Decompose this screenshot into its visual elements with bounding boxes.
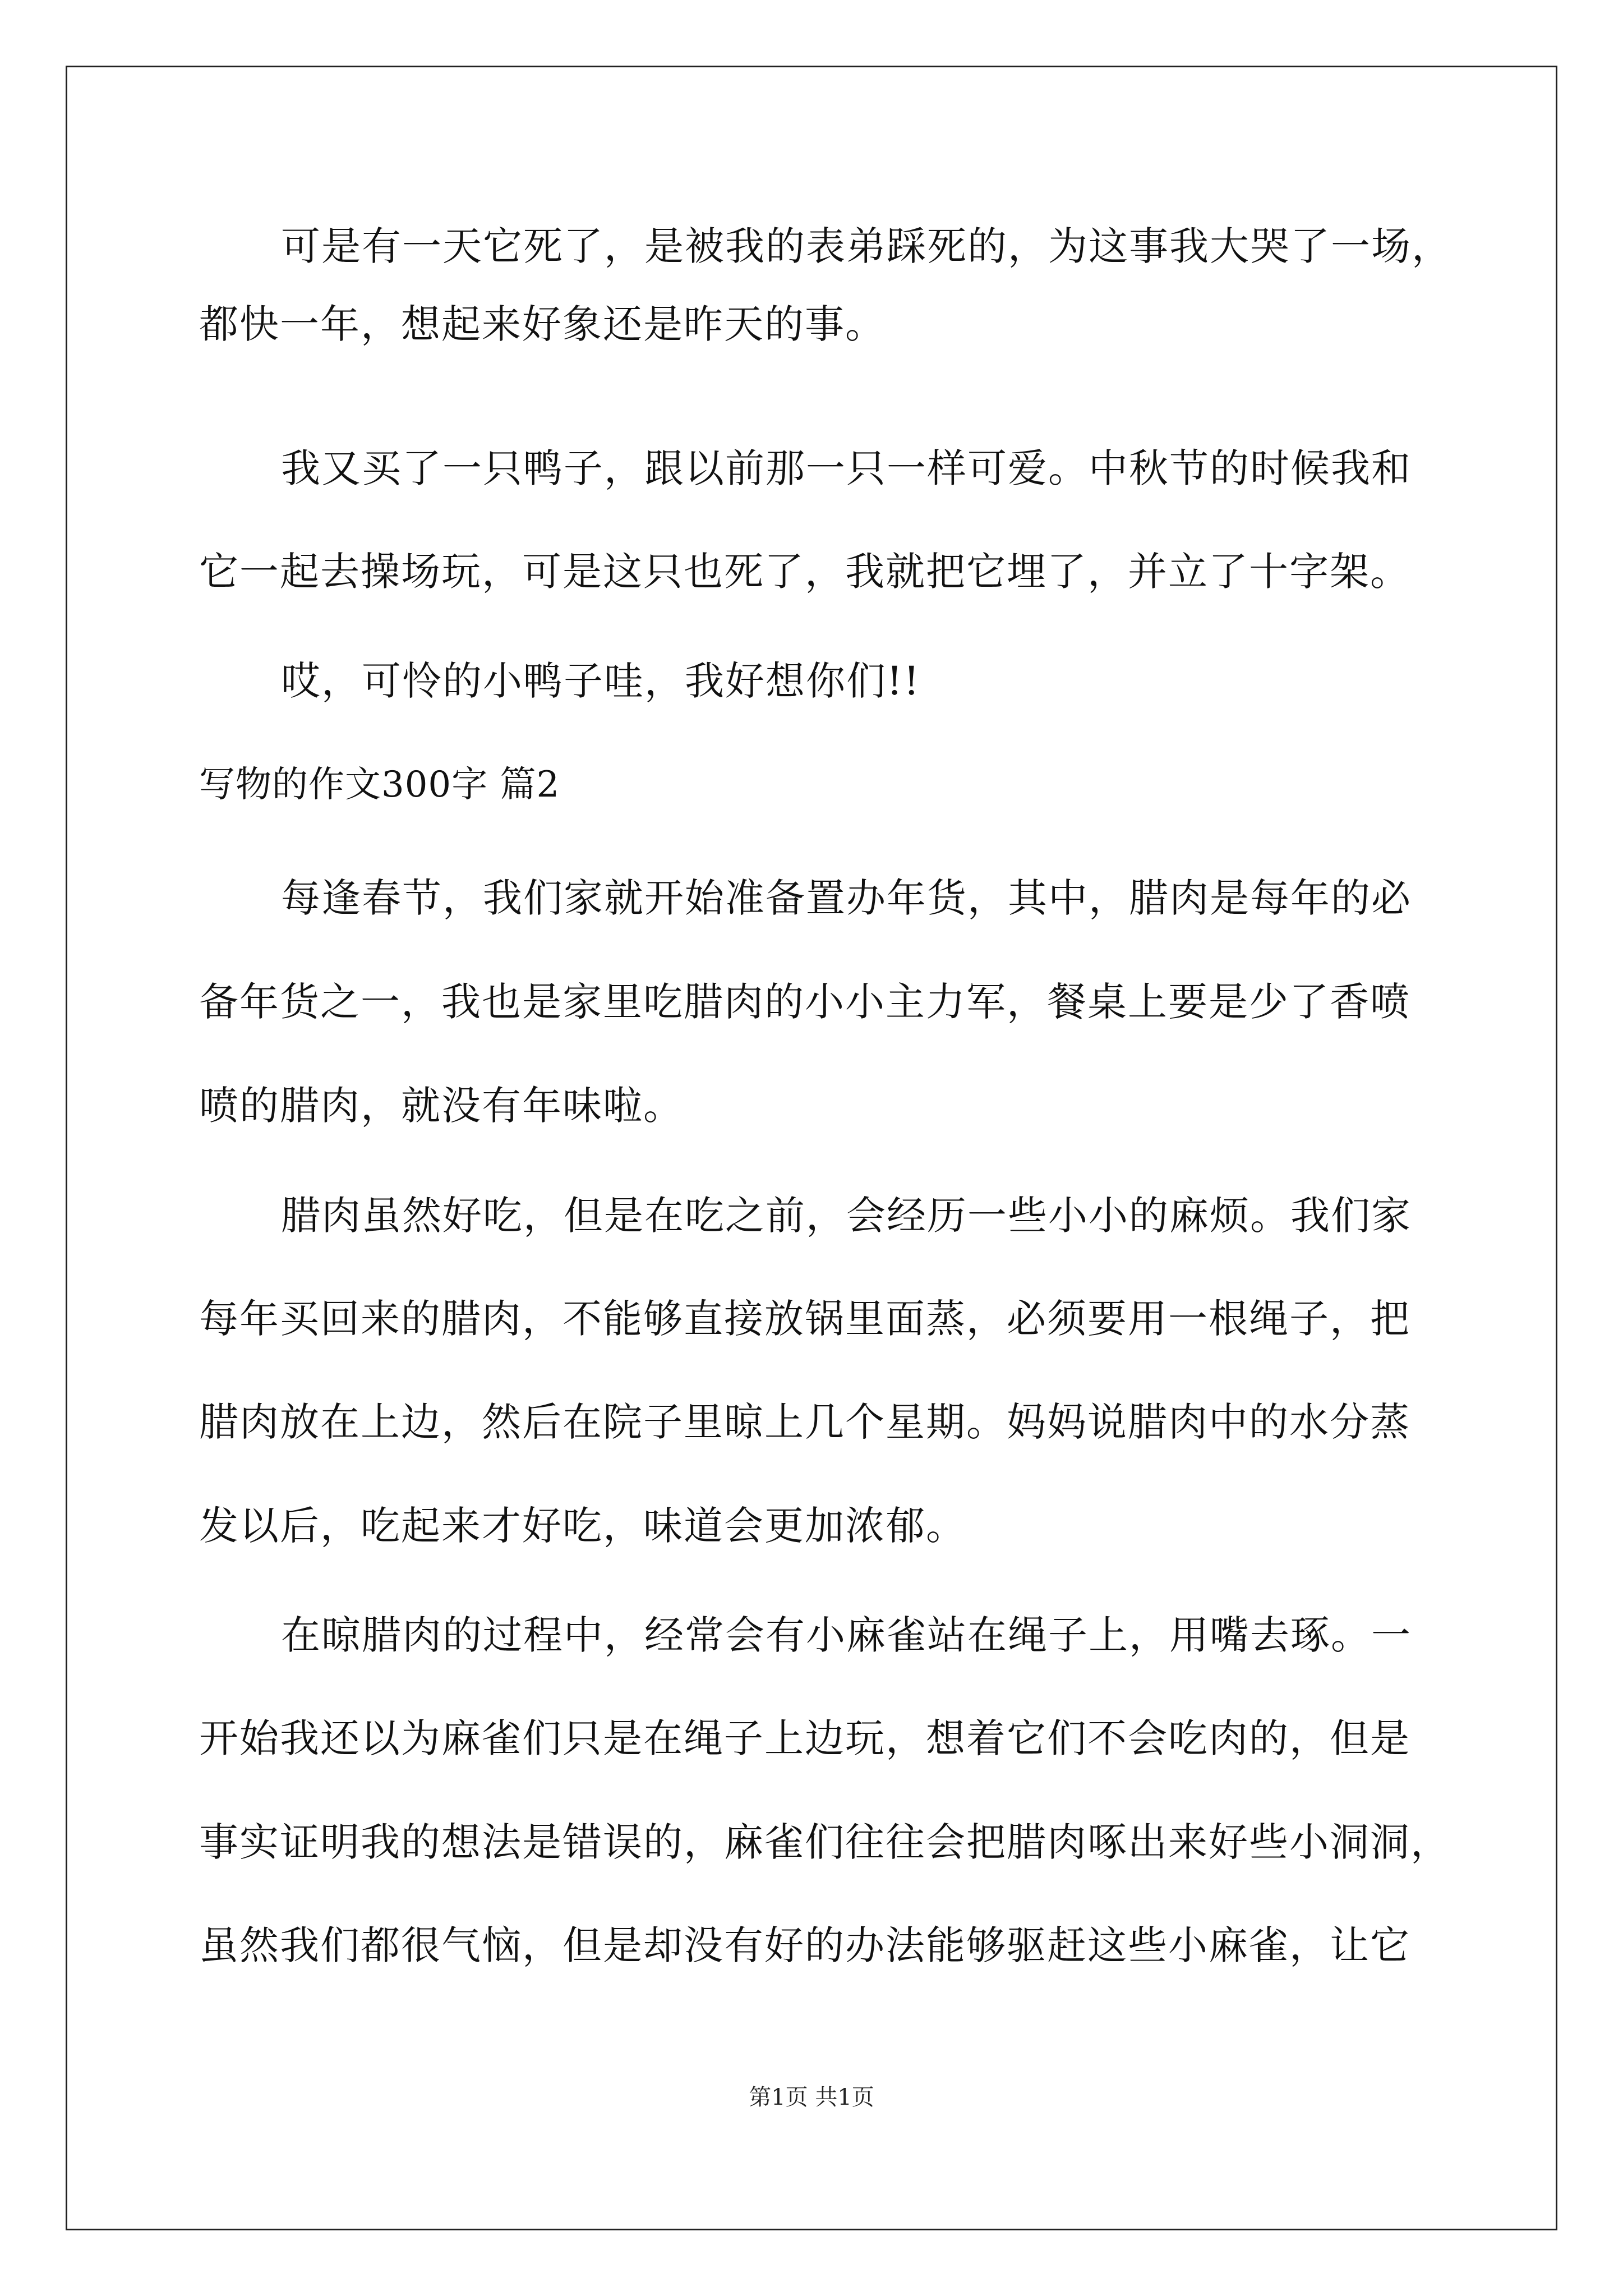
paragraph-line: 它一起去操场玩，可是这只也死了，我就把它埋了，并立了十字架。 — [199, 549, 1410, 595]
paragraph-line: 腊肉放在上边，然后在院子里晾上几个星期。妈妈说腊肉中的水分蒸 — [199, 1399, 1410, 1445]
paragraph-line: 备年货之一，我也是家里吃腊肉的小小主力军，餐桌上要是少了香喷 — [199, 979, 1410, 1025]
paragraph-line: 虽然我们都很气恼，但是却没有好的办法能够驱赶这些小麻雀，让它 — [199, 1922, 1410, 1968]
page-border — [66, 66, 1557, 2230]
paragraph-line: 都快一年，想起来好象还是昨天的事。 — [199, 301, 886, 347]
paragraph-line: 可是有一天它死了，是被我的表弟踩死的，为这事我大哭了一场， — [281, 223, 1452, 269]
paragraph-line: 喷的腊肉，就没有年味啦。 — [199, 1083, 684, 1129]
paragraph-line: 事实证明我的想法是错误的，麻雀们往往会把腊肉啄出来好些小洞洞， — [199, 1819, 1451, 1865]
section-heading: 写物的作文300字 篇2 — [199, 764, 560, 806]
page-number: 第1页 共1页 — [749, 2085, 874, 2110]
paragraph-line: 开始我还以为麻雀们只是在绳子上边玩，想着它们不会吃肉的，但是 — [199, 1715, 1410, 1761]
paragraph-line: 我又买了一只鸭子，跟以前那一只一样可爱。中秋节的时候我和 — [281, 445, 1412, 491]
paragraph-line: 每逢春节，我们家就开始准备置办年货，其中，腊肉是每年的必 — [281, 875, 1412, 921]
paragraph-line: 在晾腊肉的过程中，经常会有小麻雀站在绳子上，用嘴去琢。一 — [281, 1612, 1412, 1658]
paragraph-line: 发以后，吃起来才好吃，味道会更加浓郁。 — [199, 1503, 966, 1549]
paragraph-line: 腊肉虽然好吃，但是在吃之前，会经历一些小小的麻烦。我们家 — [281, 1193, 1412, 1239]
paragraph-line: 哎，可怜的小鸭子哇，我好想你们!! — [281, 658, 921, 704]
paragraph-line: 每年买回来的腊肉，不能够直接放锅里面蒸，必须要用一根绳子，把 — [199, 1296, 1410, 1342]
